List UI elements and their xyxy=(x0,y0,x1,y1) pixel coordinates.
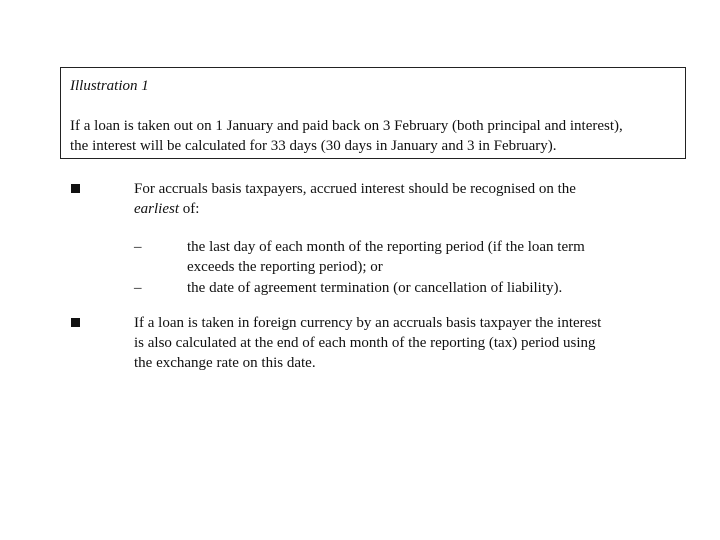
illustration-line-1: If a loan is taken out on 1 January and paid back on 3 February (both principal and interest), xyxy=(70,118,623,134)
illustration-title: Illustration 1 xyxy=(70,78,149,94)
bullet-2-line-2: is also calculated at the end of each month of the reporting (tax) period using xyxy=(134,335,596,351)
sub-item-2-line-1: the date of agreement termination (or cancellation of liability). xyxy=(187,280,563,296)
bullet-2-line-3: the exchange rate on this date. xyxy=(134,355,316,371)
bullet-square-icon xyxy=(71,318,80,327)
bullet-1-line-2-tail: of: xyxy=(179,201,200,217)
dash-icon: – xyxy=(134,280,142,296)
illustration-box xyxy=(60,67,686,159)
bullet-1-text xyxy=(134,179,576,219)
bullet-2-text xyxy=(134,313,601,373)
bullet-square-icon xyxy=(71,184,80,193)
bullet-1-line-1: For accruals basis taxpayers, accrued interest should be recognised on the xyxy=(134,181,576,197)
bullet-1-line-2 xyxy=(134,199,576,219)
illustration-line-2: the interest will be calculated for 33 days (30 days in January and 3 in February). xyxy=(70,138,557,154)
sub-item-2-text xyxy=(187,278,562,298)
illustration-text xyxy=(70,116,682,156)
sub-item-1-text xyxy=(187,237,585,277)
sub-item-1-line-1: the last day of each month of the reporting period (if the loan term xyxy=(187,239,585,255)
dash-icon: – xyxy=(134,239,142,255)
sub-item-1-line-2: exceeds the reporting period); or xyxy=(187,259,383,275)
bullet-2-line-1: If a loan is taken in foreign currency by an accruals basis taxpayer the interest xyxy=(134,315,602,331)
emphasis-earliest: earliest xyxy=(134,201,179,217)
